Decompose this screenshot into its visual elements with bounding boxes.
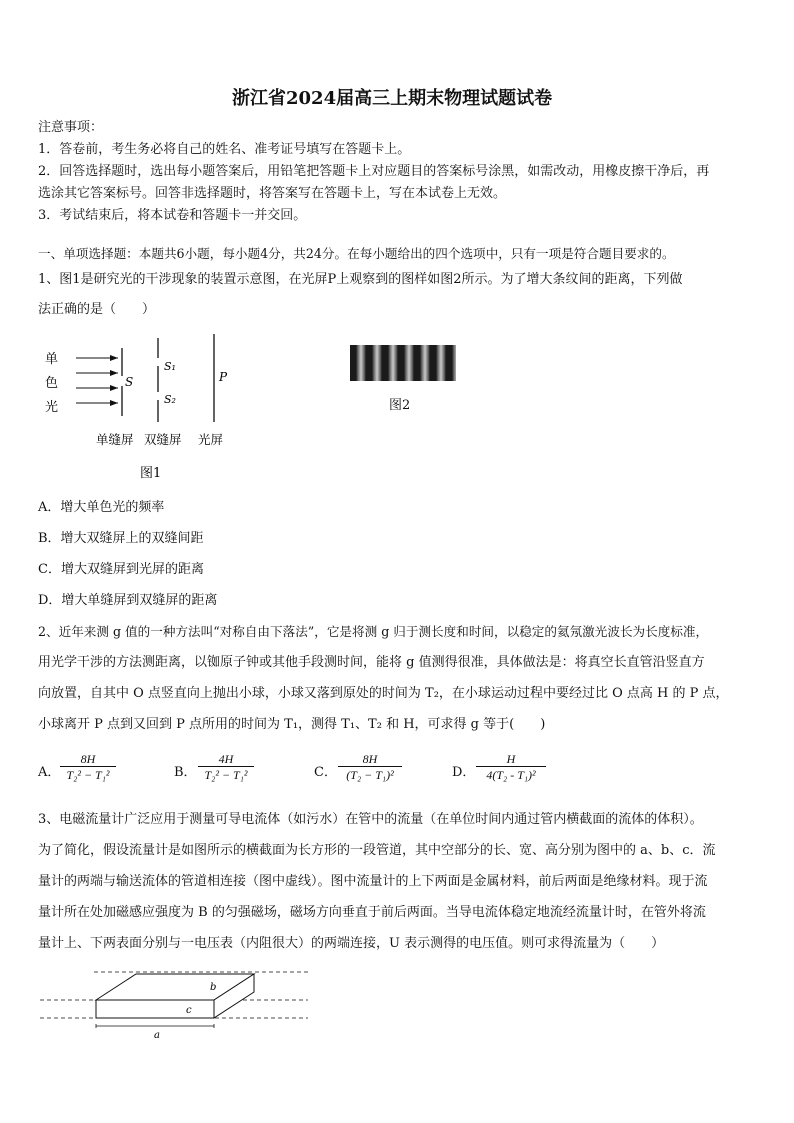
- q1-stem-line-1: 1、图1是研究光的干涉现象的装置示意图，在光屏P上观察到的图样如图2所示。为了增大条纹间的距离，下列做: [38, 272, 683, 287]
- notice-heading: 注意事项：: [38, 120, 104, 135]
- q2-stem-line-1: 2、近年来测 g 值的一种方法叫“对称自由下落法”，它是将测 g 归于测长度和时间，以稳定的氦氖激光波长为长度标准，: [38, 624, 709, 639]
- dimension-a-label: a: [154, 1030, 160, 1041]
- notice-item-2: 2．回答选择题时，选出每小题答案后，用铅笔把答题卡上对应题目的答案标号涂黑，如需改动，用橡皮擦干净后，再: [38, 164, 710, 179]
- q2-option-c-label: C．: [314, 765, 337, 780]
- q3-stem-line-5: 量计上、下两表面分别与一电压表（内阻很大）的两端连接，U 表示测得的电压值。则可求得流量为（ ）: [38, 936, 665, 951]
- light-label-1: 单: [45, 352, 59, 367]
- q2-stem-line-4: 小球离开 P 点到又回到 P 点所用的时间为 T₁，测得 T₁、T₂ 和 H，可求得 g 等于( ): [38, 717, 546, 732]
- slit-s2-label: S₂: [164, 393, 176, 406]
- slit-s-label: S: [125, 375, 134, 389]
- q2-stem-line-3: 向放置，自其中 O 点竖直向上抛出小球，小球又落到原处的时间为 T₂，在小球运动过程中要经过比 O 点高 H 的 P 点，: [38, 686, 729, 701]
- q3-stem-line-3: 量计的两端与输送流体的管道相连接（图中虚线）。图中流量计的上下两面是金属材料，前后两面是绝缘材料。现于流: [38, 874, 708, 889]
- light-label-2: 色: [45, 376, 59, 391]
- q3-stem-line-1: 3、电磁流量计广泛应用于测量可导电流体（如污水）在管中的流量（在单位时间内通过管内横截面的流体的体积）。: [38, 812, 703, 827]
- q2-option-c-denominator: (T₂ − T₁)²: [338, 766, 402, 782]
- figure-1-caption: 图1: [140, 466, 162, 481]
- q2-option-a-fraction: [60, 752, 116, 782]
- notice-item-1: 1．答卷前，考生务必将自己的姓名、准考证号填写在答题卡上。: [38, 142, 411, 157]
- q2-option-d-label: D．: [452, 765, 476, 780]
- q1-stem-line-2: 法正确的是（ ）: [38, 302, 156, 317]
- q2-option-d-fraction: [476, 752, 546, 782]
- q2-option-d-denominator: 4(T₂ - T₁)²: [476, 766, 546, 782]
- figure-2-fringes: [350, 345, 456, 381]
- q1-option-d: D．增大单缝屏到双缝屏的距离: [38, 593, 218, 608]
- q2-stem-line-2: 用光学干涉的方法测距离，以铷原子钟或其他手段测时间，能将 g 值测得很准，具体做法是：将真空长直管沿竖直方: [38, 655, 705, 670]
- q2-option-a-denominator: T₂² − T₁²: [60, 766, 116, 782]
- q2-option-b-denominator: T₂² − T₁²: [198, 766, 254, 782]
- screen-p-label: P: [219, 370, 228, 384]
- q2-option-a-label: A．: [38, 765, 61, 780]
- q3-stem-line-2: 为了简化，假设流量计是如图所示的横截面为长方形的一段管道，其中空部分的长、宽、高分别为图中的 a、b、c．流: [38, 843, 716, 858]
- q2-option-b-label: B．: [174, 765, 197, 780]
- screen-label: 光屏: [198, 432, 224, 447]
- section-heading: 一、单项选择题：本题共6小题，每小题4分，共24分。在每小题给出的四个选项中，只有一项是符合题目要求的。: [38, 246, 675, 261]
- q2-option-c-numerator: 8H: [362, 752, 378, 766]
- light-label-3: 光: [45, 400, 59, 415]
- figure-2-caption: 图2: [389, 398, 411, 413]
- q1-option-a: A．增大单色光的频率: [38, 500, 165, 515]
- q1-option-b: B．增大双缝屏上的双缝间距: [38, 531, 204, 546]
- slit-s1-label: S₁: [164, 360, 176, 373]
- dimension-b-label: b: [210, 982, 217, 993]
- double-slit-label: 双缝屏: [144, 432, 182, 447]
- q2-option-d-numerator: H: [506, 752, 516, 766]
- notice-item-3: 3．考试结束后，将本试卷和答题卡一并交回。: [38, 208, 307, 223]
- flowmeter-front-face: [96, 1000, 214, 1018]
- q2-option-a-numerator: 8H: [80, 752, 96, 766]
- q2-option-c-fraction: [338, 752, 402, 782]
- q2-option-b-numerator: 4H: [218, 752, 234, 766]
- notice-item-2-cont: 选涂其它答案标号。回答非选择题时，将答案写在答题卡上，写在本试卷上无效。: [38, 186, 507, 201]
- q1-option-c: C．增大双缝屏到光屏的距离: [38, 562, 204, 577]
- q3-stem-line-4: 量计所在处加磁感应强度为 B 的匀强磁场，磁场方向垂直于前后两面。当导电流体稳定地流经流量计时，在管外将流: [38, 905, 706, 920]
- single-slit-label: 单缝屏: [96, 432, 134, 447]
- page-title: 浙江省2024届高三上期末物理试题试卷: [232, 88, 553, 109]
- dimension-c-label: c: [186, 1005, 192, 1016]
- figure-1-double-slit: [38, 330, 278, 490]
- q2-option-b-fraction: [198, 752, 254, 782]
- flowmeter-figure: [38, 964, 318, 1044]
